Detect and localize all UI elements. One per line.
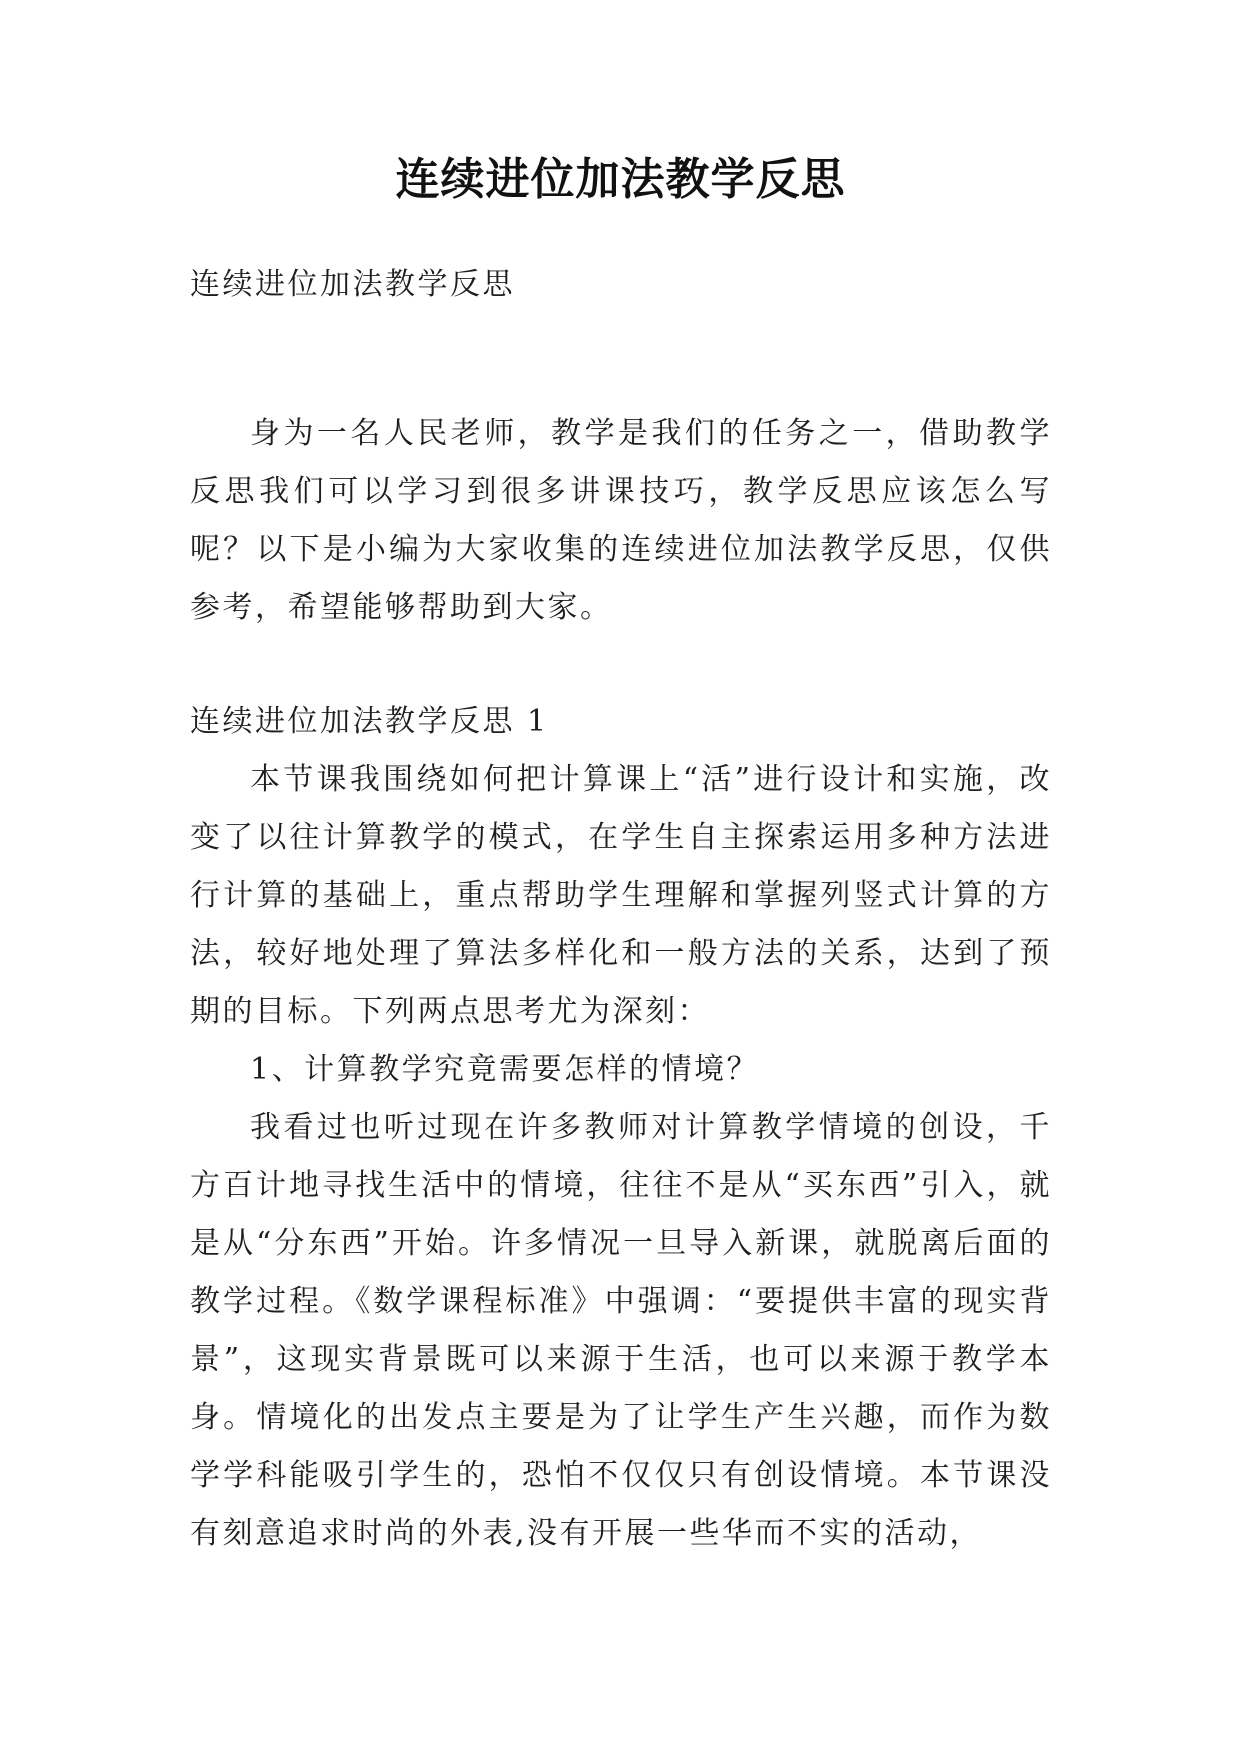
intro-paragraph: 身为一名人民老师，教学是我们的任务之一，借助教学反思我们可以学习到很多讲课技巧，教学反思应该怎么写呢？以下是小编为大家收集的连续进位加法教学反思，仅供参考，希望能够帮助到大家。	[190, 416, 1052, 625]
section-1-paragraph-2: 我看过也听过现在许多教师对计算教学情境的创设，千方百计地寻找生活中的情境，往往不是从“买东西”引入，就是从“分东西”开始。许多情况一旦导入新课，就脱离后面的教学过程。《数学课程标准》中强调：“要提供丰富的现实背景”，这现实背景既可以来源于生活，也可以来源于教学本身。情境化的出发点主要是为了让学生产生兴趣，而作为数学学科能吸引学生的，恐怕不仅仅只有创设情境。本节课没有刻意追求时尚的外表,没有开展一些华而不实的活动，	[190, 1110, 1052, 1551]
section-1-paragraph-1: 本节课我围绕如何把计算课上“活”进行设计和实施，改变了以往计算教学的模式，在学生自主探索运用多种方法进行计算的基础上，重点帮助学生理解和掌握列竖式计算的方法，较好地处理了算法多样化和一般方法的关系，达到了预期的目标。下列两点思考尤为深刻：	[190, 762, 1052, 1029]
section-1-point-1: 1、计算教学究竟需要怎样的情境？	[250, 1052, 760, 1087]
intro-block	[190, 405, 1052, 637]
section-1-heading: 连续进位加法教学反思 1	[190, 704, 549, 739]
document-subtitle: 连续进位加法教学反思	[190, 267, 515, 302]
document-title: 连续进位加法教学反思	[395, 154, 846, 205]
section-1	[190, 693, 1052, 1563]
